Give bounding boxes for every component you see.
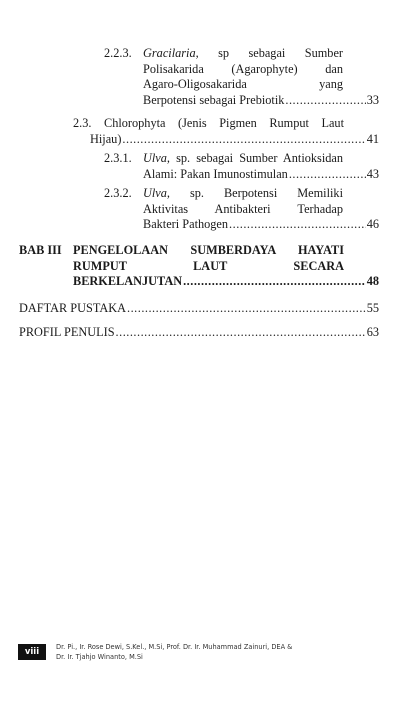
toc-page-number: 43 (366, 166, 379, 181)
toc-title-line: BERKELANJUTAN ..... 48 (73, 274, 379, 290)
toc-title-line: Polisakarida (Agarophyte) dan (143, 61, 343, 76)
toc-title-line: Hijau) ..... 41 (90, 132, 379, 148)
toc-number: 2.3.1. (104, 151, 132, 165)
footer-page-number: viii (18, 644, 46, 660)
toc-page-number: 63 (366, 325, 379, 339)
toc-number: 2.3.2. (104, 186, 132, 200)
toc-title-line: PENGELOLAAN SUMBERDAYA HAYATI (73, 243, 344, 257)
toc-page-number: 46 (366, 217, 379, 232)
toc-entry-daftar-pustaka[interactable]: DAFTAR PUSTAKA ..... 55 (19, 301, 379, 317)
dot-leader (285, 93, 365, 109)
dot-leader (183, 274, 366, 290)
toc-title-line: Berpotensi sebagai Prebiotik ..... 33 (143, 93, 379, 109)
dot-leader (122, 132, 365, 148)
footer-authors: Dr. Pi., Ir. Rose Dewi, S.Kel., M.Si, Prof. Dr. Ir. Muhammad Zainuri, DEA & Dr. Ir. Tjahjo Winanto, M.Si (56, 643, 293, 661)
dot-leader (289, 167, 366, 183)
toc-title-line: Agaro-Oligosakarida yang (143, 77, 343, 92)
toc-title-line: Bakteri Pathogen ..... 46 (143, 217, 379, 233)
toc-title-line: Gracilaria, sp sebagai Sumber (143, 46, 343, 60)
toc-title-line: Aktivitas Antibakteri Terhadap (143, 201, 343, 216)
toc-chapter-number: BAB III (19, 243, 62, 257)
toc-page-number: 55 (366, 301, 379, 315)
toc-title-line: Ulva, sp. sebagai Sumber Antioksidan (143, 151, 343, 165)
dot-leader (229, 217, 366, 233)
toc-number: 2.2.3. (104, 46, 132, 60)
toc-page-number: 41 (366, 131, 379, 146)
toc-title-line: Chlorophyta (Jenis Pigmen Rumput Laut (104, 116, 344, 130)
toc-page-number: 48 (366, 274, 379, 289)
toc-title-line: RUMPUT LAUT SECARA (73, 258, 344, 273)
toc-title-line: Alami: Pakan Imunostimulan ..... 43 (143, 167, 379, 183)
toc-entry-profil-penulis[interactable]: PROFIL PENULIS ..... 63 (19, 325, 379, 341)
toc-title-line: Ulva, sp. Berpotensi Memiliki (143, 186, 343, 200)
dot-leader (116, 325, 366, 341)
toc-number: 2.3. (73, 116, 92, 130)
toc-page-number: 33 (366, 93, 379, 108)
dot-leader (127, 301, 366, 317)
